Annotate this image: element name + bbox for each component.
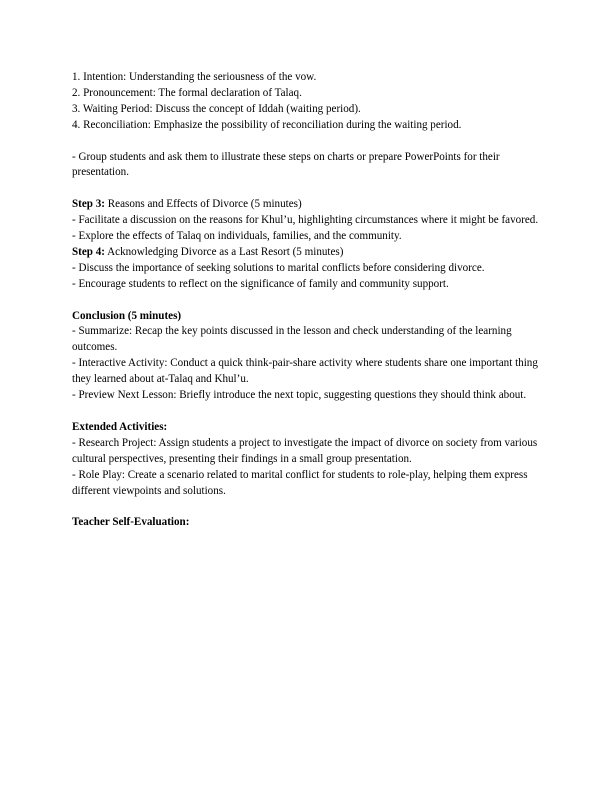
step-3-heading xyxy=(72,197,547,213)
list-item: - Encourage students to reflect on the significance of family and community support. xyxy=(72,277,449,290)
list-item: 3. Waiting Period: Discuss the concept of Iddah (waiting period). xyxy=(72,102,361,115)
step-3-label: Step 3: xyxy=(72,198,105,211)
list-item: - Summarize: Recap the key points discussed in the lesson and check understanding of the learning outcomes. xyxy=(72,325,515,354)
list-item: - Preview Next Lesson: Briefly introduce the next topic, suggesting questions they should think about. xyxy=(72,389,527,402)
document-page xyxy=(72,70,547,531)
list-item: - Interactive Activity: Conduct a quick think-pair-share activity where students share one important thing they learned about at-Talaq and Khul’u. xyxy=(72,357,541,386)
list-item: 4. Reconciliation: Emphasize the possibility of reconciliation during the waiting period. xyxy=(72,118,462,131)
group-task-text: - Group students and ask them to illustrate these steps on charts or prepare PowerPoints for their presentation. xyxy=(72,150,503,179)
self-evaluation-heading: Teacher Self-Evaluation: xyxy=(72,516,190,529)
list-item: - Explore the effects of Talaq on individuals, families, and the community. xyxy=(72,230,402,243)
step-4-section xyxy=(72,245,547,293)
step-3-title: Reasons and Effects of Divorce (5 minutes) xyxy=(104,198,302,211)
step-4-label: Step 4: xyxy=(72,245,105,258)
extended-activities-heading: Extended Activities: xyxy=(72,420,168,433)
list-item: - Discuss the importance of seeking solutions to marital conflicts before considering divorce. xyxy=(72,261,485,274)
list-item: - Research Project: Assign students a project to investigate the impact of divorce on society from various cultural perspectives, presenting their findings in a small group presentation. xyxy=(72,436,540,465)
list-item: 1. Intention: Understanding the seriousness of the vow. xyxy=(72,71,317,83)
list-item: - Role Play: Create a scenario related to marital conflict for students to role-play, helping them express different viewpoints and solutions. xyxy=(72,468,531,497)
steps-list xyxy=(72,70,547,134)
list-item: 2. Pronouncement: The formal declaration of Talaq. xyxy=(72,86,302,99)
list-item: - Facilitate a discussion on the reasons for Khul’u, highlighting circumstances where it might be favored. xyxy=(72,214,539,227)
step-4-heading xyxy=(72,245,547,261)
extended-activities-section xyxy=(72,420,547,500)
step-3-section xyxy=(72,197,547,245)
step-4-title: Acknowledging Divorce as a Last Resort (5 minutes) xyxy=(104,245,344,258)
conclusion-section xyxy=(72,309,547,404)
conclusion-heading: Conclusion (5 minutes) xyxy=(72,309,182,322)
